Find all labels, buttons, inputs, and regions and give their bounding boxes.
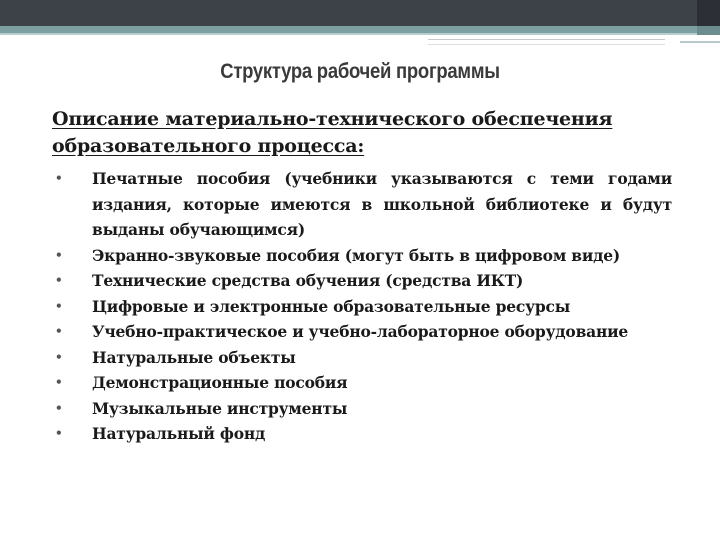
list-item-text: Технические средства обучения (средства ИКТ) [92,271,524,290]
top-teal-line [0,33,720,35]
list-item [52,421,672,447]
bullet-list [52,166,672,447]
list-item [52,345,672,371]
list-item-text: Музыкальные инструменты [92,398,348,418]
list-item-text: Демонстрационные пособия [92,373,348,392]
list-item-text: Цифровые и электронные образовательные ресурсы [92,296,571,316]
list-item-text: Печатные пособия (учебники указываются с теми годами издания, которые имеются в школьной библиотеке и будут выданы обучающимся) [92,169,672,239]
decorative-line [428,39,665,40]
list-item-text: Учебно-практическое и учебно-лабораторное оборудование [92,322,629,341]
decorative-line [680,41,720,43]
list-item [52,370,672,396]
top-decorative-band [0,0,720,26]
bullet-icon: • [55,247,63,262]
list-item [52,166,672,243]
bullet-icon: • [55,400,63,415]
bullet-icon: • [55,324,63,338]
top-right-block [697,0,720,26]
bullet-icon: • [55,349,63,364]
list-item [52,396,672,422]
list-item [52,319,672,345]
subtitle: Описание материально-технического обеспечения образовательного процесса: [52,108,613,157]
top-teal-strip [0,26,720,33]
bullet-icon: • [55,426,63,440]
list-item [52,268,672,294]
list-item-text: Экранно-звуковые пособия (могут быть в цифровом виде) [92,245,621,265]
top-right-accent [697,26,720,35]
list-item-text: Натуральные объекты [92,347,296,367]
bullet-icon: • [55,375,63,389]
bullet-icon: • [55,273,63,287]
decorative-line [428,44,665,45]
list-item-text: Натуральный фонд [92,424,266,443]
list-item [52,243,672,269]
bullet-icon: • [55,298,63,313]
page-title: Структура рабочей программы [220,60,500,83]
list-item [52,294,672,320]
bullet-icon: • [55,171,63,185]
